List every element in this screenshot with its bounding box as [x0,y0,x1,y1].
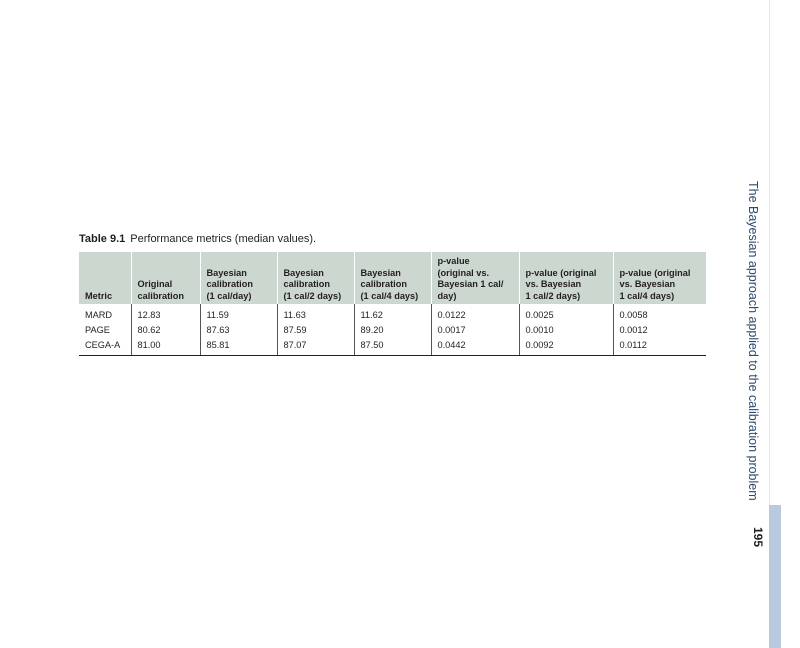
table-cell: 87.50 [354,338,431,356]
table-cell: 12.83 [131,304,200,323]
table-row [79,338,706,356]
table-cell: 0.0442 [431,338,519,356]
table-header-row [79,252,706,304]
column-header-bayesian-1-cal-4-days: Bayesian calibration (1 cal/4 days) [354,252,431,304]
column-header-original-calibration: Original calibration [131,252,200,304]
table-cell: 87.63 [200,323,277,338]
table-row [79,304,706,323]
page-number: 195 [751,527,765,548]
table-cell: 89.20 [354,323,431,338]
column-header-p-value-1-cal-4-days: p-value (original vs. Bayesian 1 cal/4 days) [613,252,706,304]
table-cell: 11.59 [200,304,277,323]
table-cell: 0.0112 [613,338,706,356]
table-cell: 11.62 [354,304,431,323]
table-caption-text: Performance metrics (median values). [130,233,317,245]
table-cell: 0.0122 [431,304,519,323]
table-cell: 0.0012 [613,323,706,338]
column-header-bayesian-1-cal-2-days: Bayesian calibration (1 cal/2 days) [277,252,354,304]
column-header-bayesian-1-cal-day: Bayesian calibration (1 cal/day) [200,252,277,304]
table-cell: 81.00 [131,338,200,356]
table-cell: 80.62 [131,323,200,338]
table-cell: 0.0058 [613,304,706,323]
page-edge-line [769,0,770,505]
performance-metrics-table [79,252,706,356]
table-row [79,323,706,338]
table-cell: 87.07 [277,338,354,356]
cell-metric-name: PAGE [85,325,110,335]
cell-metric-name: CEGA-A [79,338,131,356]
table-cell: 11.63 [277,304,354,323]
table-caption [79,233,316,245]
column-header-p-value-1-cal-2-days: p-value (original vs. Bayesian 1 cal/2 days) [519,252,613,304]
table-cell: 87.59 [277,323,354,338]
table-caption-label: Table 9.1 [79,233,126,245]
table-cell: 0.0025 [519,304,613,323]
table-cell: 0.0017 [431,323,519,338]
column-header-p-value-1-cal-day: p-value (original vs. Bayesian 1 cal/ day) [431,252,519,304]
table-cell: 0.0092 [519,338,613,356]
table-cell: 85.81 [200,338,277,356]
cell-metric-name: MARD [85,310,113,320]
running-title: The Bayesian approach applied to the calibration problem [746,181,760,501]
table-cell: 0.0010 [519,323,613,338]
chapter-edge-tab [769,505,781,648]
column-header-metric: Metric [79,252,131,304]
